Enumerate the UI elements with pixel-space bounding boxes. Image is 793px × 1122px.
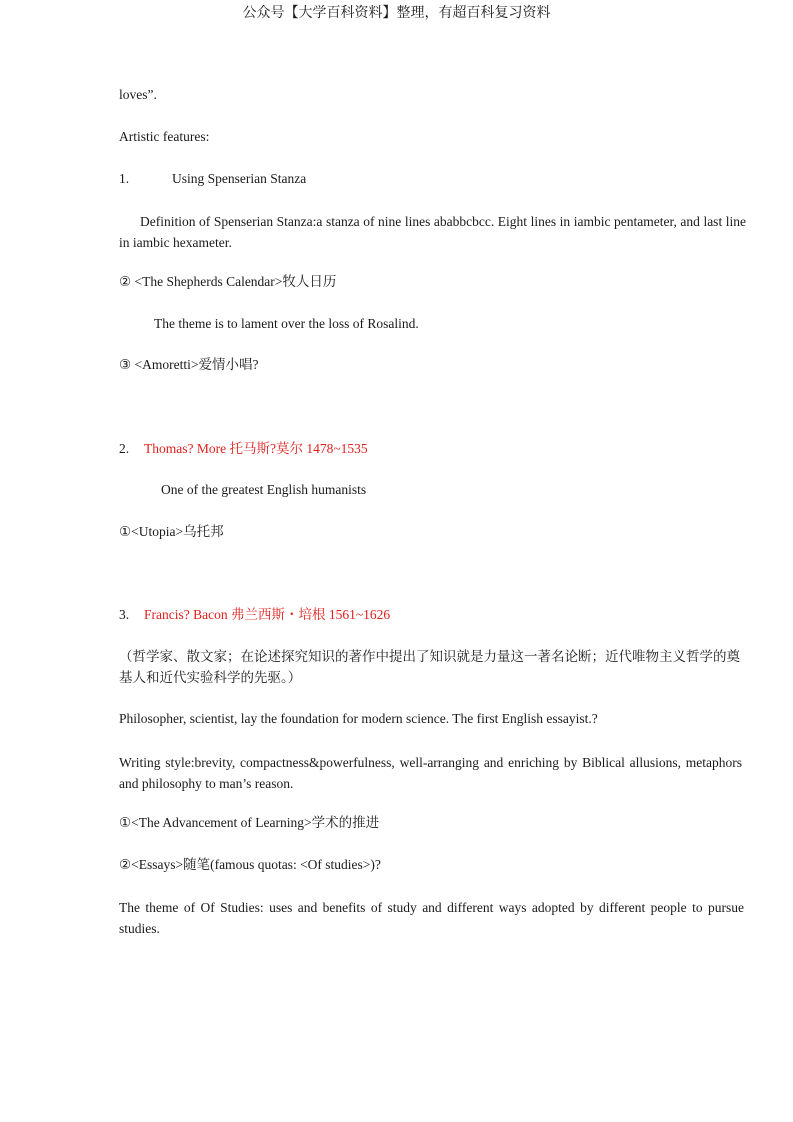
paragraph-philosopher: Philosopher, scientist, lay the foundation for modern science. The first English essayist.?	[119, 711, 598, 726]
heading-spenserian-stanza: Using Spenserian Stanza	[172, 171, 307, 186]
heading-thomas-more: Thomas? More 托马斯?莫尔 1478~1535	[144, 441, 368, 456]
list-item-advancement-of-learning: ①<The Advancement of Learning>学术的推进	[119, 815, 380, 830]
list-item-shepherds-calendar: ② <The Shepherds Calendar>牧人日历	[119, 274, 337, 289]
paragraph-artistic-features: Artistic features:	[119, 129, 210, 144]
paragraph-loves: loves”.	[119, 87, 157, 102]
list-number-3: 3.	[119, 607, 130, 622]
paragraph-humanists: One of the greatest English humanists	[161, 482, 367, 497]
paragraph-definition: Definition of Spenserian Stanza:a stanza of nine lines ababbcbcc. Eight lines in iambic pentameter, and last line in iambic hexameter.	[119, 214, 746, 250]
list-number-1: 1.	[119, 171, 130, 186]
list-number-2: 2.	[119, 441, 130, 456]
paragraph-theme-of-studies: The theme of Of Studies: uses and benefits of study and different ways adopted by different people to pursue studies.	[119, 900, 744, 936]
paragraph-theme-rosalind: The theme is to lament over the loss of Rosalind.	[154, 316, 419, 331]
list-item-essays: ②<Essays>随笔(famous quotas: <Of studies>)?	[119, 857, 381, 872]
page-header: 公众号【大学百科资料】整理，有超百科复习资料	[242, 5, 551, 21]
list-item-amoretti: ③ <Amoretti>爱情小唱?	[119, 357, 259, 372]
paragraph-bacon-chinese: （哲学家、散文家；在论述探究知识的著作中提出了知识就是力量这一著名论断；近代唯物主义哲学的奠基人和近代实验科学的先驱。）	[119, 649, 740, 686]
paragraph-writing-style: Writing style:brevity, compactness&powerfulness, well-arranging and enriching by Biblical allusions, metaphors and philosophy to man’s reason.	[119, 755, 742, 791]
heading-francis-bacon: Francis? Bacon 弗兰西斯・培根 1561~1626	[144, 607, 391, 622]
list-item-utopia: ①<Utopia>乌托邦	[119, 524, 224, 539]
